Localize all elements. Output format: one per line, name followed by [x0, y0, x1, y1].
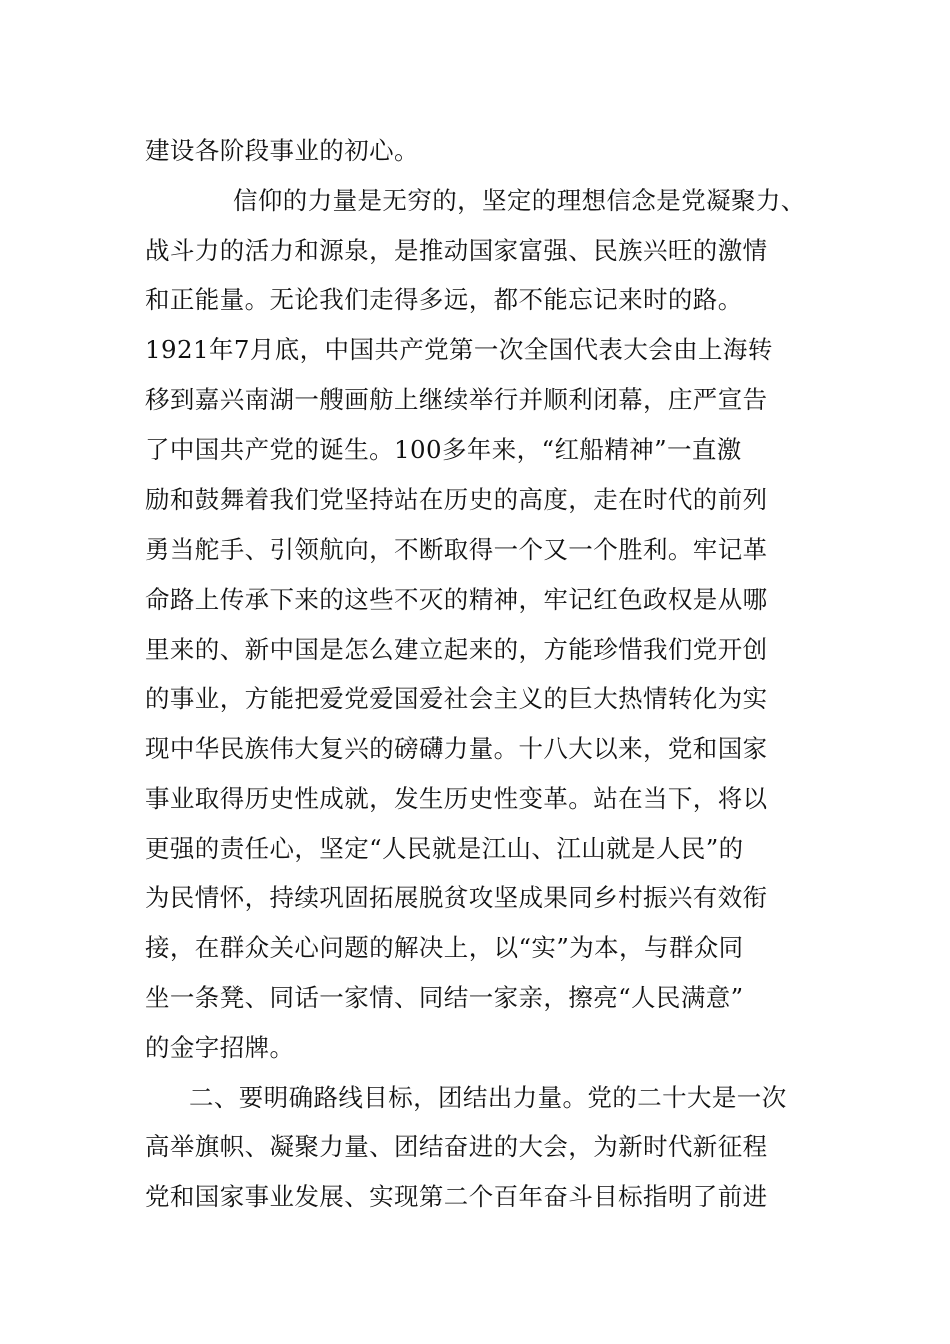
text-line: 命路上传承下来的这些不灭的精神，牢记红色政权是从哪 [145, 585, 768, 614]
text-line: 了中国共产党的诞生。100多年来，“红船精神”一直激 [145, 435, 742, 464]
text-line: 移到嘉兴南湖一艘画舫上继续举行并顺利闭幕，庄严宣告 [145, 385, 768, 414]
paragraph-first-line: 信仰的力量是无穷的，坚定的理想信念是党凝聚力、 [233, 186, 806, 215]
text-line: 事业取得历史性成就，发生历史性变革。站在当下，将以 [145, 784, 768, 813]
text-line: 建设各阶段事业的初心。 [145, 136, 419, 165]
text-line: 勇当舵手、引领航向，不断取得一个又一个胜利。牢记革 [145, 535, 768, 564]
text-line: 里来的、新中国是怎么建立起来的，方能珍惜我们党开创 [145, 635, 768, 664]
text-line: 的金字招牌。 [145, 1033, 295, 1062]
text-line: 接，在群众关心问题的解决上，以“实”为本，与群众同 [145, 933, 744, 962]
text-line: 现中华民族伟大复兴的磅礴力量。十八大以来，党和国家 [145, 734, 768, 763]
text-line: 更强的责任心，坚定“人民就是江山、江山就是人民”的 [145, 834, 744, 863]
text-line: 高举旗帜、凝聚力量、团结奋进的大会，为新时代新征程 [145, 1132, 768, 1161]
text-line: 为民情怀，持续巩固拓展脱贫攻坚成果同乡村振兴有效衔 [145, 883, 768, 912]
text-line: 的事业，方能把爱党爱国爱社会主义的巨大热情转化为实 [145, 684, 768, 713]
text-line: 1921年7月底，中国共产党第一次全国代表大会由上海转 [145, 335, 773, 364]
text-line: 战斗力的活力和源泉，是推动国家富强、民族兴旺的激情 [145, 236, 768, 265]
text-line: 坐一条凳、同话一家情、同结一家亲，擦亮“人民满意” [145, 983, 744, 1012]
text-line: 党和国家事业发展、实现第二个百年奋斗目标指明了前进 [145, 1182, 768, 1211]
text-line: 励和鼓舞着我们党坚持站在历史的高度，走在时代的前列 [145, 485, 768, 514]
text-line: 和正能量。无论我们走得多远，都不能忘记来时的路。 [145, 285, 743, 314]
paragraph-first-line: 二、要明确路线目标，团结出力量。党的二十大是一次 [189, 1083, 787, 1112]
